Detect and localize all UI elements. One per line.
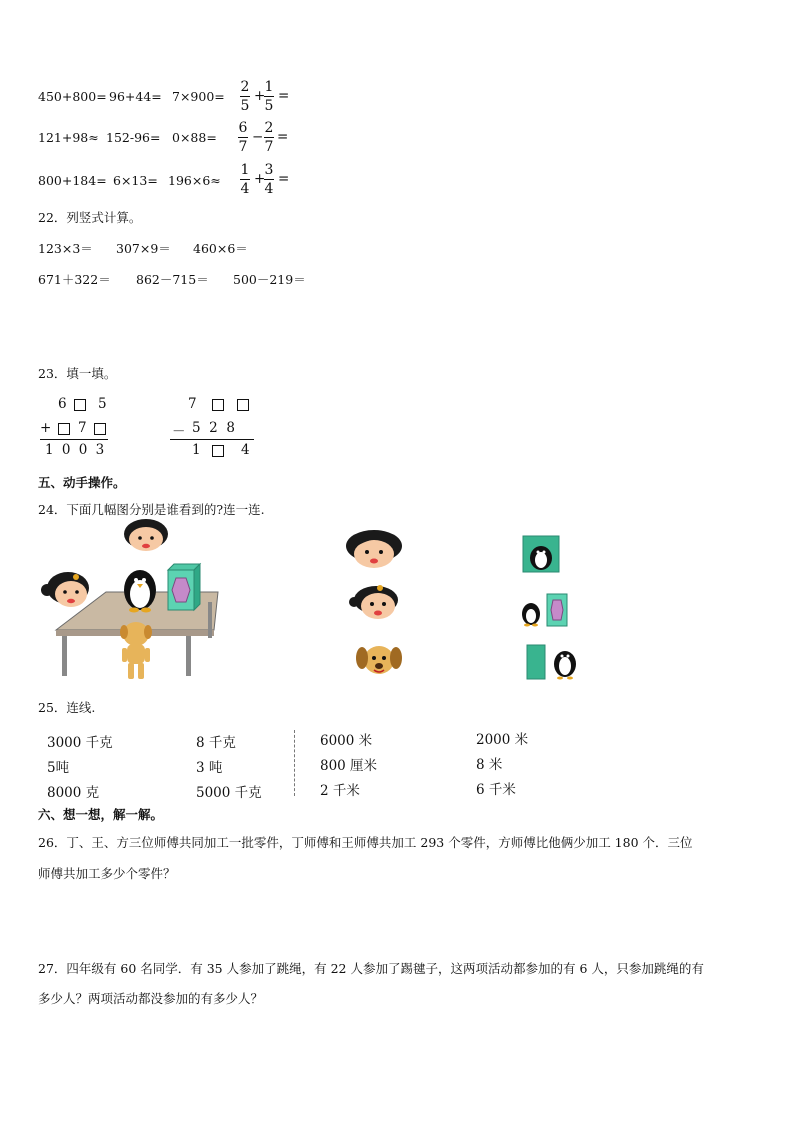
length-item[interactable]: 2 千米 (320, 783, 360, 799)
denominator: 7 (264, 139, 274, 155)
difference-line (170, 439, 254, 440)
numerator: 6 (238, 120, 248, 136)
operator: + (254, 88, 266, 104)
q22-r1-b: 307×9＝ (116, 241, 171, 256)
fraction-3-4 (264, 162, 274, 197)
sub-mid: 5 2 8 (192, 420, 235, 436)
section5-title: 五、动手操作。 (38, 475, 126, 490)
mass-item[interactable]: 5吨 (47, 760, 70, 776)
girl-head-icon (41, 572, 89, 607)
q22-r1-c: 460×6＝ (193, 241, 248, 256)
blank-box[interactable] (74, 399, 86, 411)
equals: = (278, 88, 290, 104)
minus-sign: － (172, 424, 186, 440)
operator: − (252, 129, 264, 145)
q22-title: 22．列竖式计算。 (38, 210, 142, 225)
denominator: 5 (240, 98, 250, 114)
q22-r2-c: 500－219＝ (233, 272, 306, 287)
blank-box[interactable] (212, 445, 224, 457)
mass-item[interactable]: 3 吨 (196, 760, 223, 776)
numerator: 3 (264, 162, 274, 178)
view-penguin-on-box-icon (523, 536, 561, 574)
length-item[interactable]: 6000 米 (320, 733, 373, 749)
denominator: 5 (264, 98, 274, 114)
q27-line2: 多少人？两项活动都没参加的有多少人？ (38, 991, 264, 1006)
q24-title: 24．下面几幅图分别是谁看到的?连一连. (38, 502, 265, 517)
numerator: 2 (264, 120, 274, 136)
q21-r3-a: 800+184= (38, 173, 107, 188)
plus-sign: + (40, 420, 52, 436)
length-item[interactable]: 2000 米 (476, 732, 529, 748)
length-item[interactable]: 8 米 (476, 757, 503, 773)
q26-line2: 师傅共加工多少个零件？ (38, 866, 176, 881)
section6-title: 六、想一想，解一解。 (38, 807, 164, 822)
denominator: 4 (264, 181, 274, 197)
add-digit: 5 (98, 396, 107, 412)
add-digit: 6 (58, 396, 67, 412)
length-item[interactable]: 6 千米 (476, 782, 516, 798)
q23-title: 23．填一填。 (38, 366, 117, 381)
equals: = (277, 129, 289, 145)
view-box-left-penguin-right-icon (525, 644, 581, 680)
blank-box[interactable] (237, 399, 249, 411)
length-item[interactable]: 800 厘米 (320, 758, 378, 774)
mass-item[interactable]: 5000 千克 (196, 785, 262, 801)
fraction-1-4 (240, 162, 250, 197)
q22-r1-a: 123×3＝ (38, 241, 93, 256)
fraction-6-7 (238, 120, 248, 155)
q21-r2-c: 0×88= (172, 130, 217, 145)
mass-item[interactable]: 3000 千克 (47, 735, 113, 751)
q27-line1: 27．四年级有 60 名同学．有 35 人参加了跳绳，有 22 人参加了踢毽子，这两项活动都参加的有 6 人，只参加跳绳的有 (38, 961, 704, 976)
denominator: 7 (238, 139, 248, 155)
fraction-1-5 (264, 79, 274, 114)
mass-item[interactable]: 8 千克 (196, 735, 236, 751)
sum-line (40, 439, 108, 440)
q21-r3-c: 196×6≈ (168, 173, 221, 188)
boy-face-icon (344, 528, 408, 572)
equals: = (278, 171, 290, 187)
prism-box-icon (168, 564, 200, 610)
blank-box[interactable] (58, 423, 70, 435)
blank-box[interactable] (94, 423, 106, 435)
fraction-2-5 (240, 79, 250, 114)
numerator: 1 (264, 79, 274, 95)
q22-r2-b: 862－715＝ (136, 272, 209, 287)
operator: + (254, 171, 266, 187)
denominator: 4 (240, 181, 250, 197)
q25-title: 25．连线. (38, 700, 96, 715)
table-scene-illustration (36, 522, 226, 687)
sub-digit: 1 (192, 442, 201, 458)
sub-digit: 4 (241, 442, 250, 458)
fraction-2-7 (264, 120, 274, 155)
add-result: 1 0 0 3 (45, 442, 107, 458)
q21-r1-b: 96+44= (109, 89, 162, 104)
column-divider (294, 730, 295, 796)
q21-r2-a: 121+98≈ (38, 130, 99, 145)
dog-icon (120, 622, 152, 679)
numerator: 2 (240, 79, 250, 95)
blank-box[interactable] (212, 399, 224, 411)
add-digit: 7 (78, 420, 87, 436)
view-penguin-left-box-right-icon (519, 592, 569, 628)
mass-item[interactable]: 8000 克 (47, 785, 100, 801)
dog-face-icon (354, 640, 404, 680)
q26-line1: 26．丁、王、方三位师傅共同加工一批零件，丁师傅和王师傅共加工 293 个零件，方师傅比他俩少加工 180 个．三位 (38, 835, 693, 850)
q21-r1-c: 7×900= (172, 89, 225, 104)
numerator: 1 (240, 162, 250, 178)
sub-digit: 7 (188, 396, 197, 412)
q21-r3-b: 6×13= (113, 173, 158, 188)
q21-r1-a: 450+800= (38, 89, 107, 104)
girl-face-icon (348, 584, 404, 624)
boy-head-icon (124, 519, 168, 551)
q21-r2-b: 152-96= (106, 130, 161, 145)
q22-r2-a: 671＋322＝ (38, 272, 111, 287)
